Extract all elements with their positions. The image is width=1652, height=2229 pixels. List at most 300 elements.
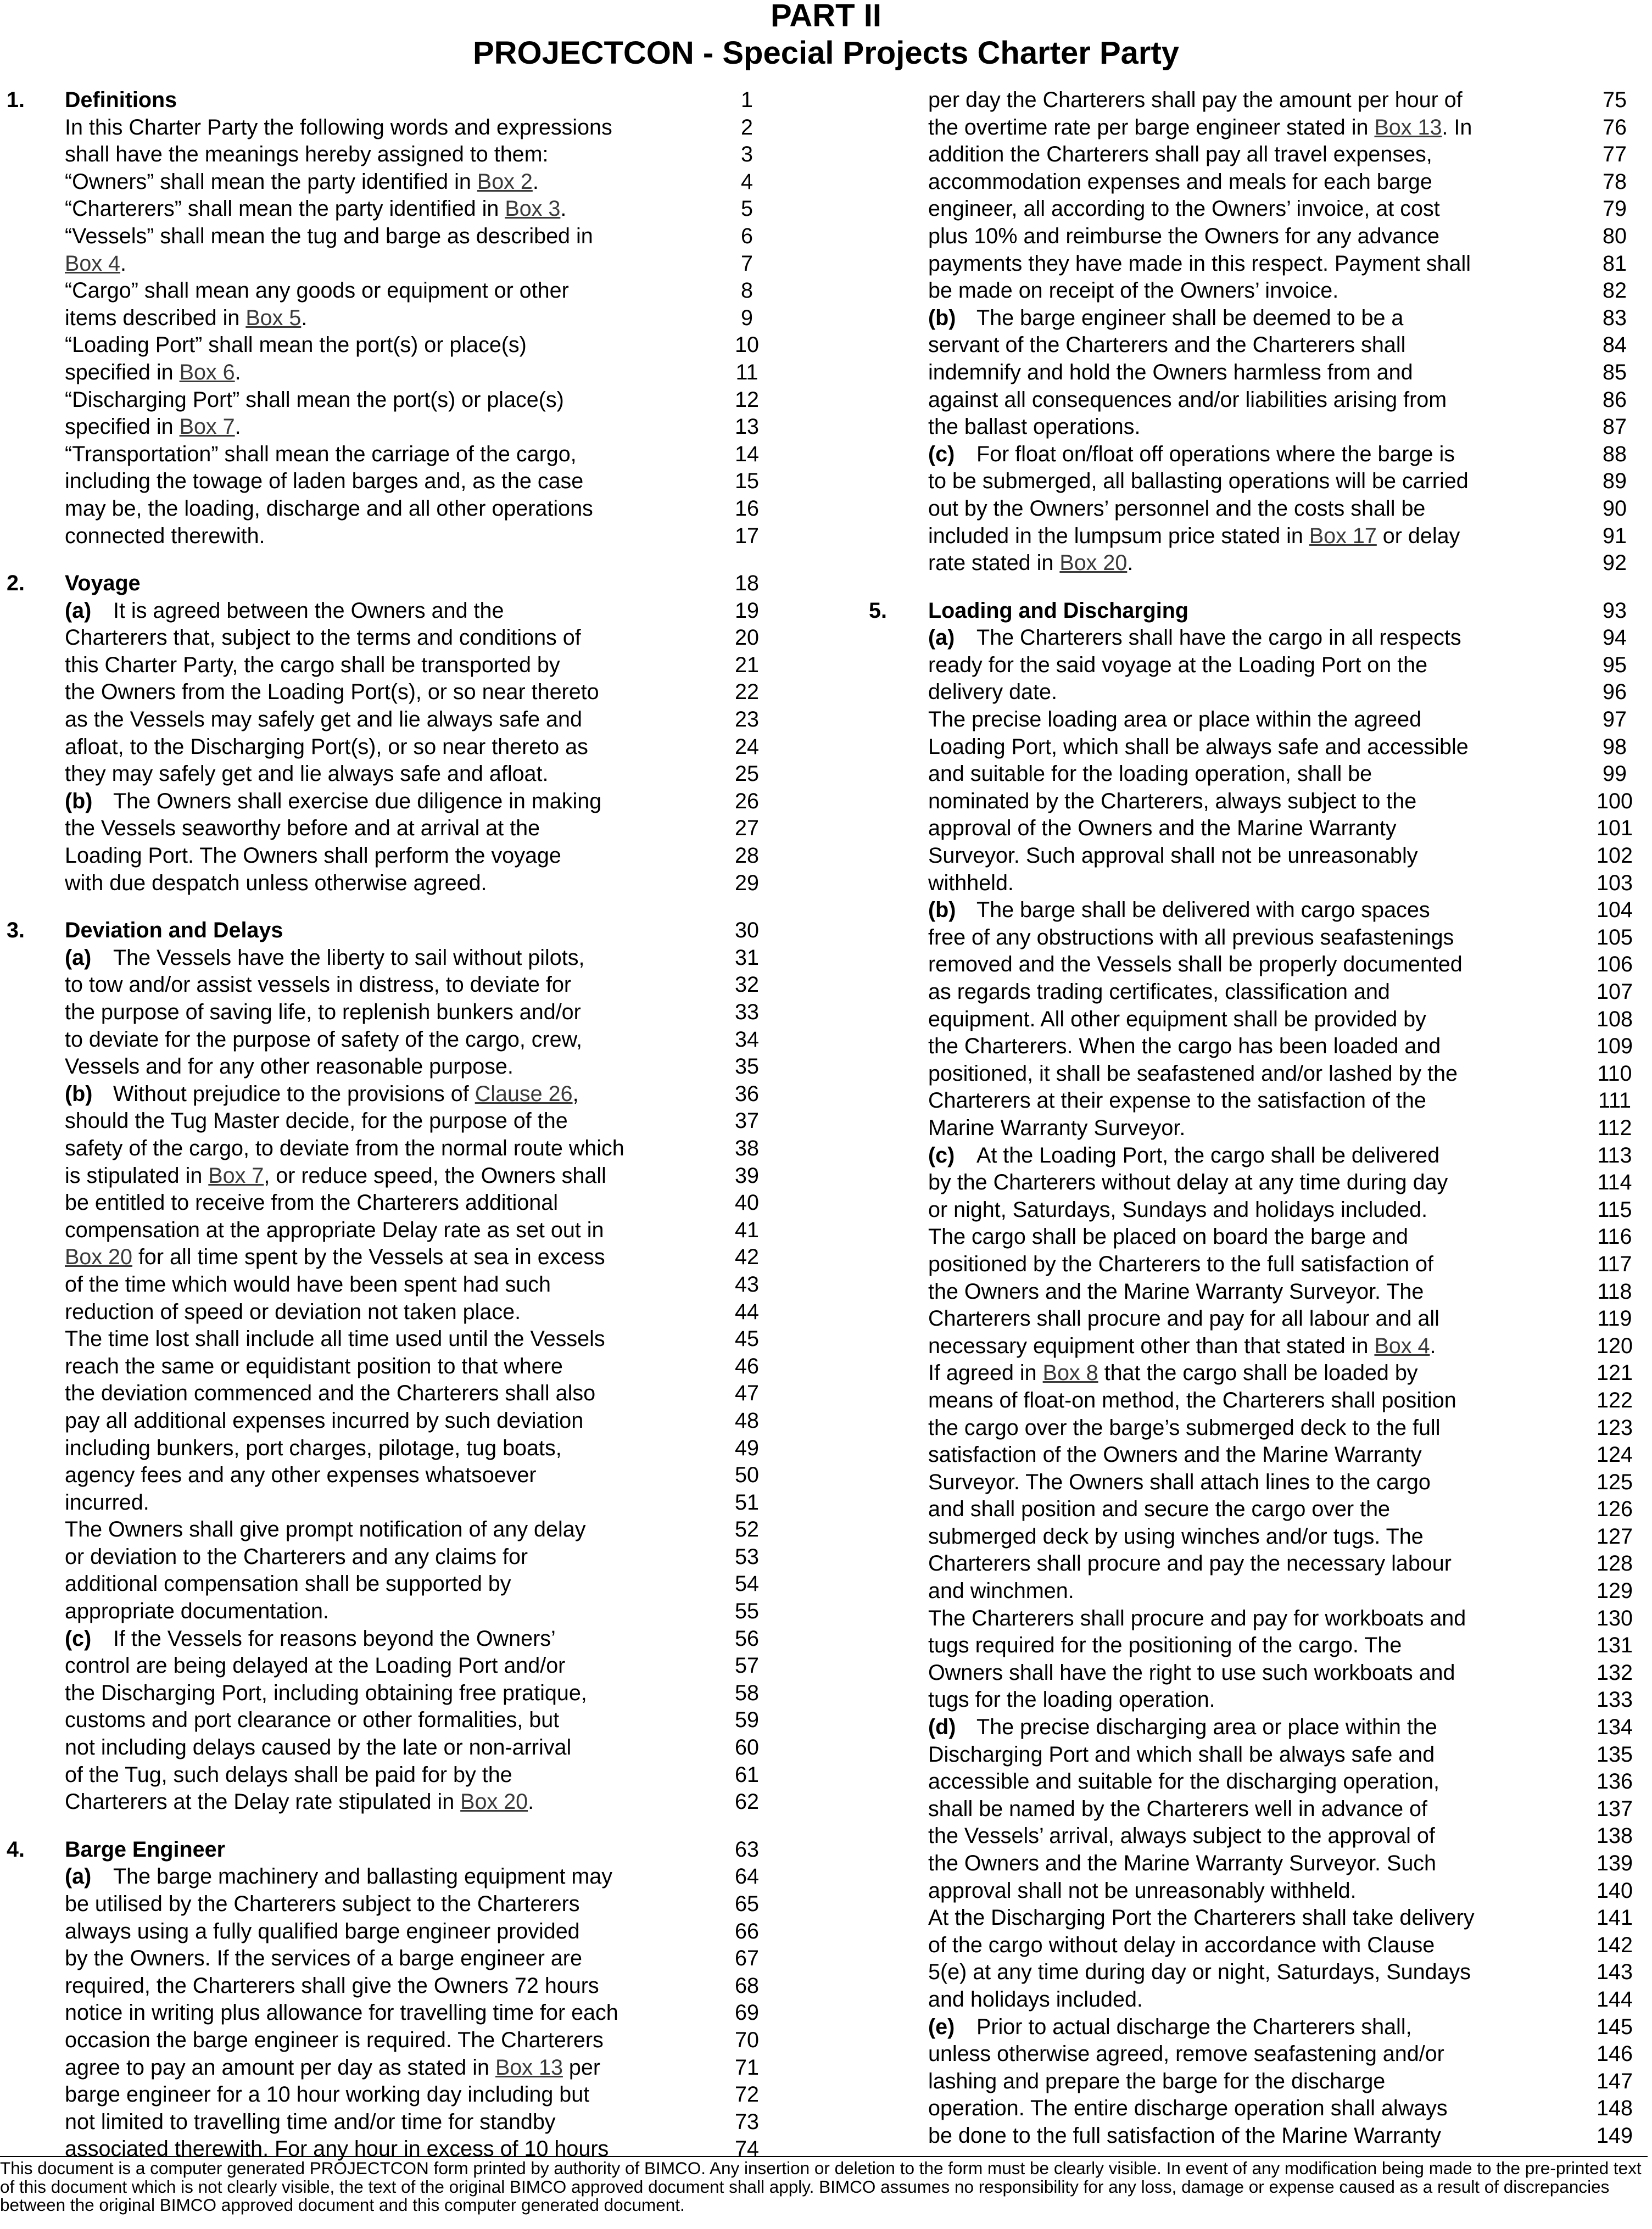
line-number: 20 (735, 625, 759, 650)
line-number: 28 (735, 843, 759, 868)
text-line (0, 734, 769, 761)
line-text: per day the Charterers shall pay the amount per hour of (928, 88, 1463, 112)
text-line (857, 223, 1648, 250)
subclause-label: (a) (65, 1864, 92, 1889)
line-text: addition the Charterers shall pay all travel expenses, (928, 142, 1432, 167)
line-number: 134 (1597, 1715, 1633, 1740)
line-number: 128 (1597, 1551, 1633, 1576)
text-line (0, 1189, 769, 1217)
text-line (0, 2081, 769, 2109)
line-text: “Discharging Port” shall mean the port(s) or place(s) (65, 387, 564, 412)
line-text (65, 1836, 225, 1864)
text-line (857, 1251, 1648, 1278)
line-text (65, 570, 141, 597)
line-text: (d) The precise discharging area or place within the (928, 1714, 1437, 1741)
box-reference-link[interactable]: Box 13 (495, 2055, 563, 2080)
line-text: barge engineer for a 10 hour working day including but (65, 2082, 590, 2107)
line-text: specified in Box 7. (65, 415, 241, 439)
line-text: operation. The entire discharge operation shall always (928, 2096, 1448, 2121)
text-line (857, 652, 1648, 679)
text-line (857, 1850, 1648, 1878)
line-text: Discharging Port and which shall be always safe and (928, 1742, 1435, 1767)
line-text: to be submerged, all ballasting operations will be carried (928, 469, 1469, 494)
line-text: (c) At the Loading Port, the cargo shall be delivered (928, 1142, 1439, 1170)
text-line (0, 1271, 769, 1299)
subclause-label: (b) (928, 898, 956, 923)
line-text: of the cargo without delay in accordance with Clause (928, 1932, 1435, 1957)
line-text: “Charterers” shall mean the party identified in Box 3. (65, 197, 567, 221)
text-line (857, 924, 1648, 952)
line-text: positioned by the Charterers to the full satisfaction of (928, 1252, 1433, 1276)
box-reference-link[interactable]: Clause 26 (475, 1081, 573, 1106)
text-line (0, 141, 769, 169)
box-reference-link[interactable]: Box 3 (505, 197, 561, 221)
text-line (857, 1305, 1648, 1333)
clause-title: Loading and Discharging (928, 598, 1189, 623)
text-line (0, 1516, 769, 1544)
line-number: 44 (735, 1299, 759, 1324)
text-line (0, 1891, 769, 1918)
line-number: 60 (735, 1735, 759, 1760)
line-text: submerged deck by using winches and/or tugs. The (928, 1524, 1424, 1549)
line-number: 99 (1603, 762, 1627, 786)
text-line (0, 945, 769, 972)
text-line (857, 2041, 1648, 2068)
line-text: Loading Port. The Owners shall perform the voyage (65, 843, 561, 868)
line-text: lashing and prepare the barge for the discharge (928, 2069, 1386, 2093)
line-number: 87 (1603, 415, 1627, 439)
line-text: may be, the loading, discharge and all other operations (65, 496, 593, 521)
line-number: 139 (1597, 1851, 1633, 1875)
line-text: Charterers at their expense to the satisfaction of the (928, 1088, 1426, 1113)
text-line (0, 305, 769, 332)
line-number: 127 (1597, 1524, 1633, 1549)
line-text: rate stated in Box 20. (928, 551, 1134, 576)
line-number: 36 (735, 1081, 759, 1106)
text-line (857, 679, 1648, 706)
line-text: is stipulated in Box 7, or reduce speed, the Owners shall (65, 1163, 606, 1188)
subclause-label: (b) (928, 305, 956, 330)
line-text: the overtime rate per barge engineer stated in Box 13. In (928, 115, 1472, 139)
text-line (0, 1598, 769, 1625)
text-line (0, 1053, 769, 1081)
line-text: plus 10% and reimburse the Owners for any advance (928, 224, 1439, 248)
line-number: 78 (1603, 169, 1627, 194)
line-number: 34 (735, 1027, 759, 1052)
box-reference-link[interactable]: Box 20 (1059, 551, 1128, 576)
line-text: reach the same or equidistant position to that where (65, 1354, 563, 1378)
line-text: accessible and suitable for the discharging operation, (928, 1769, 1440, 1794)
subclause-label: (a) (65, 598, 92, 623)
clause-number: 3. (7, 918, 25, 943)
text-line (0, 1299, 769, 1326)
line-number: 68 (735, 1973, 759, 1998)
line-text: connected therewith. (65, 523, 265, 548)
line-text: not limited to travelling time and/or time for standby (65, 2109, 556, 2134)
document-title: PROJECTCON - Special Projects Charter Party (472, 35, 1180, 71)
text-line (857, 870, 1648, 897)
line-number: 57 (735, 1653, 759, 1678)
line-number: 133 (1597, 1688, 1633, 1712)
text-line (857, 169, 1648, 196)
text-line (0, 1863, 769, 1891)
line-text: the Owners and the Marine Warranty Surveyor. The (928, 1279, 1424, 1304)
text-line (857, 1469, 1648, 1496)
line-number: 2 (741, 115, 753, 139)
line-number: 146 (1597, 2042, 1633, 2066)
line-text: the Vessels seaworthy before and at arrival at the (65, 816, 540, 841)
text-line (857, 550, 1648, 577)
line-number: 62 (735, 1790, 759, 1814)
text-line (0, 1918, 769, 1946)
line-text: specified in Box 6. (65, 360, 241, 384)
line-text: the Discharging Port, including obtaining free pratique, (65, 1680, 587, 1705)
line-text: The time lost shall include all time used until the Vessels (65, 1327, 605, 1351)
line-text: “Vessels” shall mean the tug and barge as described in (65, 224, 593, 248)
line-text: be utilised by the Charterers subject to the Charterers (65, 1892, 580, 1916)
line-text: tugs for the loading operation. (928, 1688, 1215, 1712)
line-text: “Transportation” shall mean the carriage of the cargo, (65, 442, 577, 466)
text-line (0, 870, 769, 897)
line-number: 4 (741, 169, 753, 194)
line-number: 101 (1597, 816, 1633, 841)
text-line (857, 1605, 1648, 1633)
text-line (857, 332, 1648, 359)
text-line (0, 788, 769, 815)
line-text: accommodation expenses and meals for each barge (928, 169, 1432, 194)
text-line (857, 1578, 1648, 1605)
line-number: 114 (1597, 1170, 1632, 1195)
line-number: 83 (1603, 305, 1627, 330)
line-number: 81 (1603, 251, 1627, 276)
line-number: 24 (735, 734, 759, 759)
line-number: 13 (735, 415, 759, 439)
line-text: If agreed in Box 8 that the cargo shall be loaded by (928, 1361, 1418, 1386)
line-text: should the Tug Master decide, for the purpose of the (65, 1109, 568, 1133)
line-number: 145 (1597, 2014, 1633, 2039)
line-text: (a) The barge machinery and ballasting equipment may (65, 1863, 612, 1891)
line-number: 84 (1603, 333, 1627, 357)
line-number: 27 (735, 816, 759, 841)
text-line (0, 1973, 769, 2000)
line-text: the purpose of saving life, to replenish bunkers and/or (65, 1000, 581, 1024)
text-line (0, 1571, 769, 1598)
line-text: Loading Port, which shall be always safe and accessible (928, 734, 1469, 759)
text-line (0, 1544, 769, 1571)
line-number: 42 (735, 1245, 759, 1270)
line-text: safety of the cargo, to deviate from the normal route which (65, 1136, 624, 1160)
section-gap (0, 1816, 769, 1836)
line-text: Charterers shall procure and pay for all labour and all (928, 1306, 1439, 1331)
line-text: the deviation commenced and the Charterers shall also (65, 1381, 596, 1406)
line-number: 77 (1603, 142, 1627, 167)
text-line (0, 1680, 769, 1707)
line-text: or night, Saturdays, Sundays and holidays included. (928, 1197, 1428, 1222)
line-number: 45 (735, 1327, 759, 1351)
text-line (857, 2068, 1648, 2096)
footer-disclaimer: This document is a computer generated PROJECTCON form printed by authority of BIMCO. Any insertion or deletion to the form must be clearly visible. In event of any modification being made to the pre-printed text of this document which is not clearly visible, the text of the original BIMCO approved document shall apply. BIMCO assumes no responsibility for any loss, damage or expense caused as a result of discrepancies between the original BIMCO approved document and this computer generated document. (0, 2156, 1648, 2215)
clause-title: Deviation and Delays (65, 918, 283, 943)
line-number: 102 (1597, 843, 1633, 868)
subclause-label: (e) (928, 2014, 955, 2039)
text-line (0, 971, 769, 999)
line-number: 85 (1603, 360, 1627, 384)
line-text: customs and port clearance or other formalities, but (65, 1708, 560, 1733)
line-number: 142 (1597, 1932, 1633, 1957)
line-number: 91 (1603, 523, 1627, 548)
line-text: the Charterers. When the cargo has been loaded and (928, 1034, 1441, 1059)
line-number: 132 (1597, 1660, 1633, 1685)
text-line (0, 1081, 769, 1108)
line-number: 138 (1597, 1824, 1633, 1848)
text-line (0, 441, 769, 468)
line-number: 71 (735, 2055, 759, 2080)
text-line (0, 1489, 769, 1517)
line-text: tugs required for the positioning of the cargo. The (928, 1633, 1402, 1658)
line-text: “Loading Port” shall mean the port(s) or place(s) (65, 333, 527, 357)
line-number: 73 (735, 2109, 759, 2134)
line-number: 95 (1603, 652, 1627, 677)
line-text: Surveyor. The Owners shall attach lines to the cargo (928, 1470, 1431, 1494)
line-text: by the Charterers without delay at any time during day (928, 1170, 1448, 1195)
text-line (857, 788, 1648, 815)
text-line (857, 734, 1648, 761)
clause-number: 5. (869, 598, 887, 623)
line-text: to deviate for the purpose of safety of the cargo, crew, (65, 1027, 582, 1052)
line-number: 10 (735, 333, 759, 357)
line-number: 120 (1597, 1333, 1633, 1358)
line-number: 108 (1597, 1007, 1633, 1031)
line-number: 76 (1603, 115, 1627, 139)
line-number: 118 (1597, 1279, 1632, 1304)
line-number: 3 (741, 142, 753, 167)
line-text: as the Vessels may safely get and lie always safe and (65, 707, 582, 732)
line-text: (b) The barge engineer shall be deemed to be a (928, 305, 1403, 332)
box-reference-link[interactable]: Box 13 (1374, 115, 1442, 139)
box-reference-link[interactable]: Box 20 (460, 1790, 528, 1814)
box-reference-link[interactable]: Box 4 (1374, 1333, 1430, 1358)
line-number: 8 (741, 278, 753, 303)
line-text: reduction of speed or deviation not taken place. (65, 1299, 521, 1324)
line-number: 106 (1597, 952, 1633, 977)
box-reference-link[interactable]: Box 4 (65, 251, 121, 276)
line-text: additional compensation shall be supported by (65, 1572, 511, 1596)
line-number: 6 (741, 224, 753, 248)
text-line (857, 495, 1648, 523)
line-number: 70 (735, 2027, 759, 2052)
clause-title: Voyage (65, 571, 141, 596)
text-line (0, 414, 769, 441)
clause-number: 2. (7, 571, 25, 596)
line-number: 32 (735, 973, 759, 997)
line-number: 22 (735, 680, 759, 705)
text-line (857, 1387, 1648, 1415)
clause-heading-row (857, 597, 1648, 625)
text-line (857, 305, 1648, 332)
text-line (857, 1550, 1648, 1578)
line-number: 82 (1603, 278, 1627, 303)
section-gap (0, 550, 769, 570)
subclause-label: (c) (928, 1143, 955, 1167)
box-reference-link[interactable]: Box 6 (179, 360, 235, 384)
text-line (857, 1115, 1648, 1142)
text-line (857, 1768, 1648, 1796)
line-number: 48 (735, 1408, 759, 1433)
text-line (0, 1326, 769, 1353)
line-number: 49 (735, 1435, 759, 1460)
line-text: and shall position and secure the cargo over the (928, 1497, 1391, 1522)
line-number: 18 (735, 571, 759, 596)
line-text: removed and the Vessels shall be properly documented (928, 952, 1463, 977)
line-number: 135 (1597, 1742, 1633, 1767)
line-number: 92 (1603, 551, 1627, 576)
text-line (857, 1932, 1648, 1959)
box-reference-link[interactable]: Box 20 (65, 1245, 132, 1270)
text-line (857, 842, 1648, 870)
text-line (0, 2109, 769, 2136)
line-number: 17 (735, 523, 759, 548)
clause-heading-row (0, 87, 769, 114)
text-line (0, 1652, 769, 1680)
text-line (857, 1278, 1648, 1306)
line-number: 38 (735, 1136, 759, 1160)
right-column (857, 87, 1648, 2150)
clause-title: Definitions (65, 88, 177, 112)
text-line (0, 761, 769, 788)
clause-heading-row (0, 570, 769, 597)
line-number: 90 (1603, 496, 1627, 521)
line-number: 136 (1597, 1769, 1633, 1794)
line-number: 16 (735, 496, 759, 521)
text-line (0, 597, 769, 625)
box-reference-link[interactable]: Box 2 (477, 169, 533, 194)
line-text: Charterers that, subject to the terms and conditions of (65, 625, 581, 650)
text-line (857, 1523, 1648, 1551)
box-reference-link[interactable]: Box 7 (179, 415, 235, 439)
text-line (857, 1686, 1648, 1714)
line-number: 89 (1603, 469, 1627, 494)
line-text: “Cargo” shall mean any goods or equipment or other (65, 278, 569, 303)
line-number: 100 (1597, 789, 1633, 813)
text-line (857, 1878, 1648, 1905)
subclause-label: (b) (65, 789, 93, 813)
line-number: 46 (735, 1354, 759, 1378)
line-number: 117 (1597, 1252, 1632, 1276)
line-number: 119 (1597, 1306, 1632, 1331)
line-number: 12 (735, 387, 759, 412)
line-number: 74 (735, 2137, 759, 2161)
line-number: 14 (735, 442, 759, 466)
text-line (0, 1217, 769, 1244)
line-text: required, the Charterers shall give the Owners 72 hours (65, 1973, 599, 1998)
line-text: The Charterers shall procure and pay for workboats and (928, 1606, 1466, 1630)
line-number: 37 (735, 1109, 759, 1133)
text-line (0, 999, 769, 1026)
line-text: In this Charter Party the following words and expressions (65, 115, 612, 139)
clause-number: 4. (7, 1837, 25, 1862)
line-text: equipment. All other equipment shall be provided by (928, 1007, 1426, 1031)
line-number: 149 (1597, 2123, 1633, 2148)
line-number: 43 (735, 1272, 759, 1297)
line-text: and winchmen. (928, 1579, 1074, 1604)
text-line (0, 1462, 769, 1489)
line-number: 110 (1597, 1061, 1632, 1086)
line-number: 39 (735, 1163, 759, 1188)
text-line (0, 223, 769, 250)
line-number: 130 (1597, 1606, 1633, 1630)
line-number: 30 (735, 918, 759, 943)
text-line (857, 1415, 1648, 1442)
text-line (0, 706, 769, 734)
line-text: against all consequences and/or liabilities arising from (928, 387, 1447, 412)
text-line (857, 1060, 1648, 1088)
text-line (857, 1904, 1648, 1932)
box-reference-link[interactable]: Box 5 (245, 305, 302, 330)
text-line (857, 1169, 1648, 1197)
text-line (0, 114, 769, 142)
line-number: 52 (735, 1517, 759, 1542)
line-text: (a) It is agreed between the Owners and the (65, 597, 504, 625)
line-number: 144 (1597, 1987, 1633, 2012)
line-text: Marine Warranty Surveyor. (928, 1115, 1186, 1140)
line-text: (a) The Charterers shall have the cargo in all respects (928, 624, 1461, 652)
line-number: 58 (735, 1680, 759, 1705)
line-number: 97 (1603, 707, 1627, 732)
box-reference-link[interactable]: Box 17 (1309, 523, 1377, 548)
line-text: indemnify and hold the Owners harmless from and (928, 360, 1413, 384)
text-line (857, 387, 1648, 414)
box-reference-link[interactable]: Box 8 (1042, 1361, 1098, 1386)
line-text: approval of the Owners and the Marine Warranty (928, 816, 1397, 841)
line-text: Surveyor. Such approval shall not be unreasonably (928, 843, 1418, 868)
text-line (857, 1823, 1648, 1850)
line-text: occasion the barge engineer is required. The Charterers (65, 2027, 604, 2052)
line-number: 65 (735, 1892, 759, 1916)
line-text: (b) Without prejudice to the provisions of Clause 26, (65, 1081, 579, 1108)
line-number: 29 (735, 870, 759, 895)
line-number: 31 (735, 945, 759, 970)
text-line (0, 1734, 769, 1762)
text-line (857, 1360, 1648, 1387)
line-text: shall be named by the Charterers well in advance of (928, 1796, 1428, 1821)
line-text: associated therewith. For any hour in excess of 10 hours (65, 2137, 609, 2161)
text-line (857, 1496, 1648, 1523)
line-number: 93 (1603, 598, 1627, 623)
clause-number: 1. (7, 88, 25, 112)
line-number: 137 (1597, 1796, 1633, 1821)
text-line (0, 624, 769, 652)
line-text: delivery date. (928, 680, 1057, 705)
line-number: 66 (735, 1919, 759, 1943)
line-text: by the Owners. If the services of a barge engineer are (65, 1946, 582, 1971)
text-line (0, 523, 769, 550)
text-line (857, 87, 1648, 114)
line-text: and suitable for the loading operation, shall be (928, 762, 1372, 786)
line-text: afloat, to the Discharging Port(s), or so near thereto as (65, 734, 588, 759)
text-line (0, 1407, 769, 1435)
line-text: unless otherwise agreed, remove seafastening and/or (928, 2042, 1444, 2066)
line-text: The cargo shall be placed on board the barge and (928, 1225, 1409, 1249)
text-line (857, 523, 1648, 550)
text-line (857, 1087, 1648, 1115)
line-text: the cargo over the barge’s submerged deck to the full (928, 1415, 1441, 1440)
box-reference-link[interactable]: Box 7 (208, 1163, 264, 1188)
subclause-label: (b) (65, 1081, 93, 1106)
text-line (0, 1625, 769, 1653)
text-line (0, 1380, 769, 1407)
line-text: “Owners” shall mean the party identified in Box 2. (65, 169, 539, 194)
line-number: 129 (1597, 1579, 1633, 1604)
